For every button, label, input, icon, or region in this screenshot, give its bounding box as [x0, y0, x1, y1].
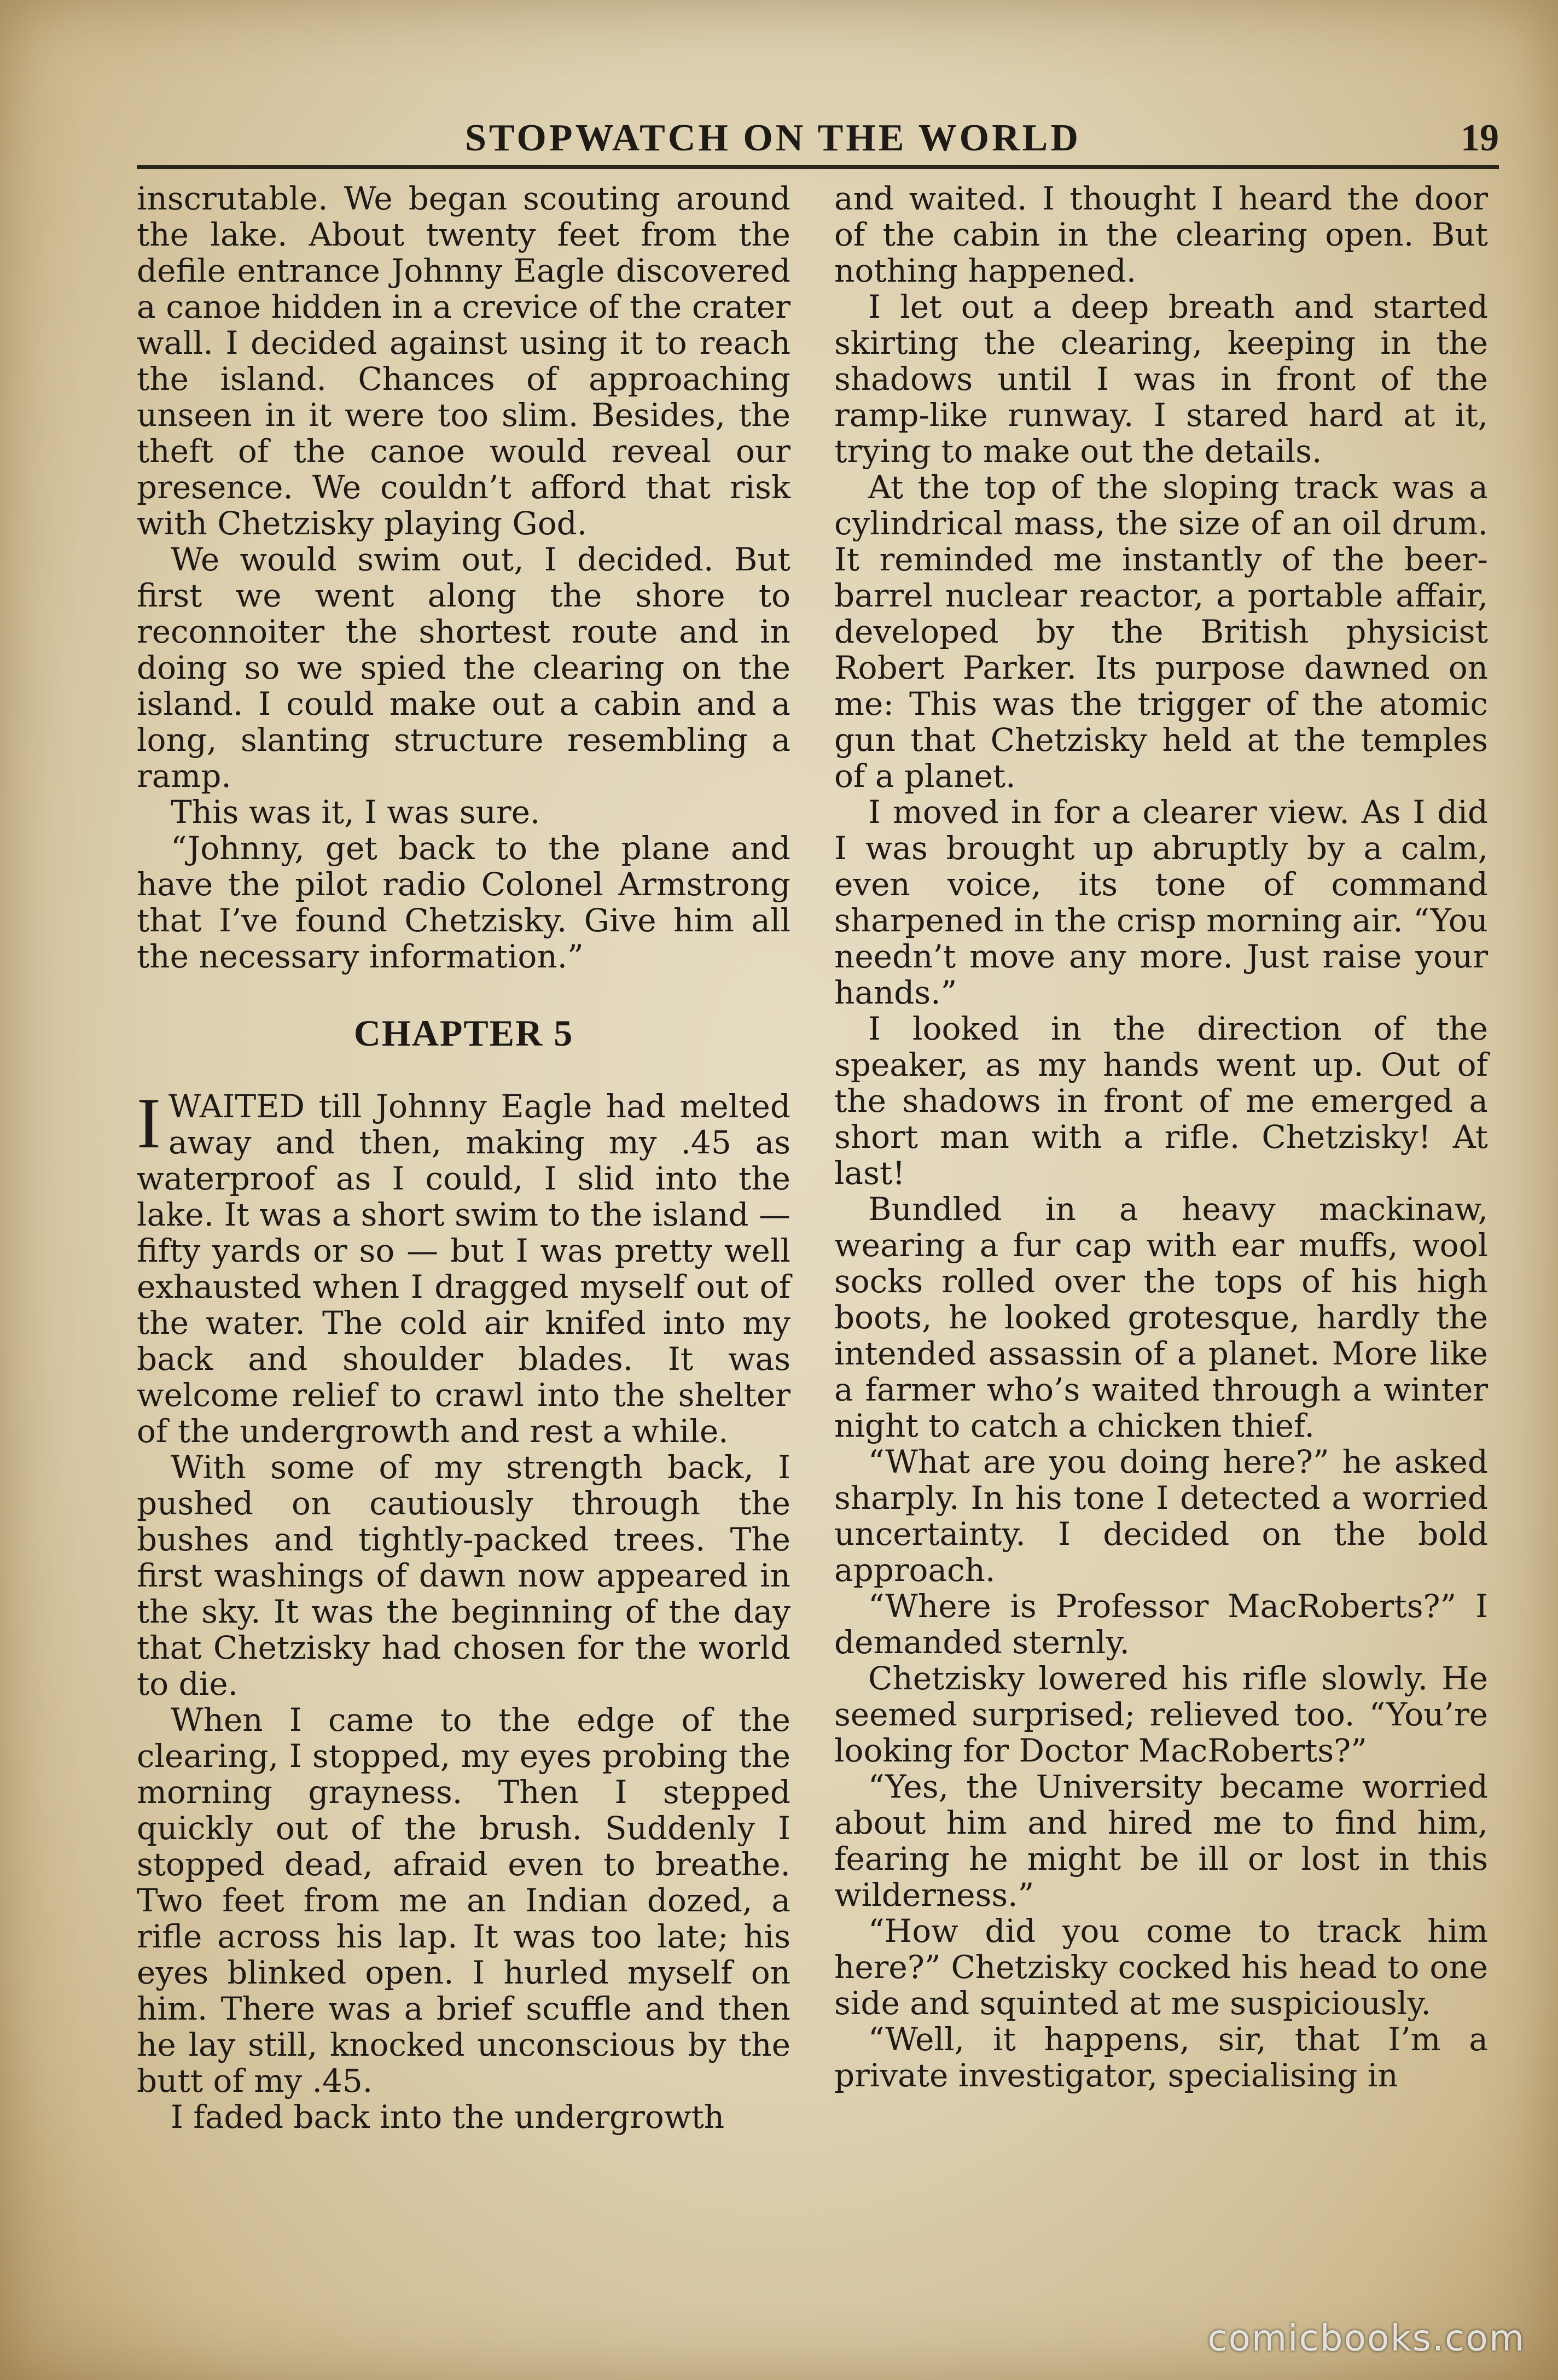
running-title: STOPWATCH ON THE WORLD — [465, 117, 1081, 159]
paragraph: “How did you come to track him here?” Chetzisky cocked his head to one side and squinted at me suspiciously. — [834, 1912, 1488, 2022]
paragraph: “Yes, the University became worried about him and hired me to find him, fearing he might be ill or lost in this wilderness.” — [834, 1768, 1488, 1914]
paragraph: I looked in the direction of the speaker, as my hands went up. Out of the shadows in front of me emerged a short man with a rifle. Chetzisky! At last! — [834, 1010, 1488, 1192]
paragraph: Chetzisky lowered his rifle slowly. He seemed surprised; relieved too. “You’re looking for Doctor MacRoberts?” — [834, 1660, 1488, 1769]
page-header — [137, 112, 1499, 165]
chapter-heading: CHAPTER 5 — [353, 1012, 574, 1054]
paragraph: When I came to the edge of the clearing, I stopped, my eyes probing the morning grayness. Then I stepped quickly out of the brush. Suddenly I stopped dead, afraid even to breathe. Two feet from me an Indian dozed, a rifle across his lap. It was too late; his eyes blinked open. I hurled myself on him. There was a brief scuffle and then he lay still, knocked unconscious by the butt of my .45. — [137, 1701, 790, 2099]
header-rule — [137, 165, 1499, 169]
chapter-opening-text: WAITED till Johnny Eagle had melted away and then, making my .45 as waterproof as I could, I slid into the lake. It was a short swim to the island — fifty yards or so — but I was pretty well exhausted when I dragged myself out of the water. The cold air knifed into my back and shoulder blades. It was welcome relief to crawl into the shelter of the undergrowth and rest a while. — [137, 1088, 790, 1450]
paragraph: I let out a deep breath and started skirting the clearing, keeping in the shadows until I was in front of the ramp-like runway. I stared hard at it, trying to make out the details. — [834, 288, 1488, 470]
paragraph: I faded back into the undergrowth — [171, 2098, 725, 2136]
paragraph: “Where is Professor MacRoberts?” I demanded sternly. — [834, 1588, 1488, 1661]
paragraph: and waited. I thought I heard the door of the cabin in the clearing open. But nothing happened. — [834, 180, 1488, 289]
paragraph: This was it, I was sure. — [171, 794, 540, 831]
paragraph: At the top of the sloping track was a cylindrical mass, the size of an oil drum. It reminded me instantly of the beer-barrel nuclear reactor, a portable affair, developed by the British physicist Robert Parker. Its purpose dawned on me: This was the trigger of the atomic gun that Chetzisky held at the temples of a planet. — [834, 469, 1488, 795]
paragraph: We would swim out, I decided. But first we went along the shore to reconnoiter the shortest route and in doing so we spied the clearing on the island. I could make out a cabin and a long, slanting structure resembling a ramp. — [137, 541, 790, 795]
left-column — [137, 180, 790, 2135]
paragraph: “Well, it happens, sir, that I’m a private investigator, specialising in — [834, 2021, 1488, 2094]
page-number: 19 — [1461, 117, 1499, 159]
paragraph: “Johnny, get back to the plane and have the pilot radio Colonel Armstrong that I’ve found Chetzisky. Give him all the necessary information.” — [137, 830, 790, 975]
paragraph: “What are you doing here?” he asked sharply. In his tone I detected a worried uncertainty. I decided on the bold approach. — [834, 1443, 1488, 1589]
paragraph: inscrutable. We began scouting around the lake. About twenty feet from the defile entrance Johnny Eagle discovered a canoe hidden in a crevice of the crater wall. I decided against using it to reach the island. Chances of approaching unseen in it were too slim. Besides, the theft of the canoe would reveal our presence. We couldn’t afford that risk with Chetzisky playing God. — [137, 180, 790, 542]
chapter-opening-paragraph — [137, 1083, 790, 1450]
paragraph: Bundled in a heavy mackinaw, wearing a fur cap with ear muffs, wool socks rolled over the tops of his high boots, he looked grotesque, hardly the intended assassin of a planet. More like a farmer who’s waited through a winter night to catch a chicken thief. — [834, 1191, 1488, 1444]
paragraph: I moved in for a clearer view. As I did I was brought up abruptly by a calm, even voice, its tone of command sharpened in the crisp morning air. “You needn’t move any more. Just raise your hands.” — [834, 794, 1488, 1011]
watermark: comicbooks.com — [1207, 2317, 1525, 2359]
drop-cap: I — [137, 1083, 161, 1163]
paragraph: With some of my strength back, I pushed on cautiously through the bushes and tightly-packed trees. The first washings of dawn now appeared in the sky. It was the beginning of the day that Chetzisky had chosen for the world to die. — [137, 1449, 790, 1702]
right-column — [834, 180, 1488, 2093]
